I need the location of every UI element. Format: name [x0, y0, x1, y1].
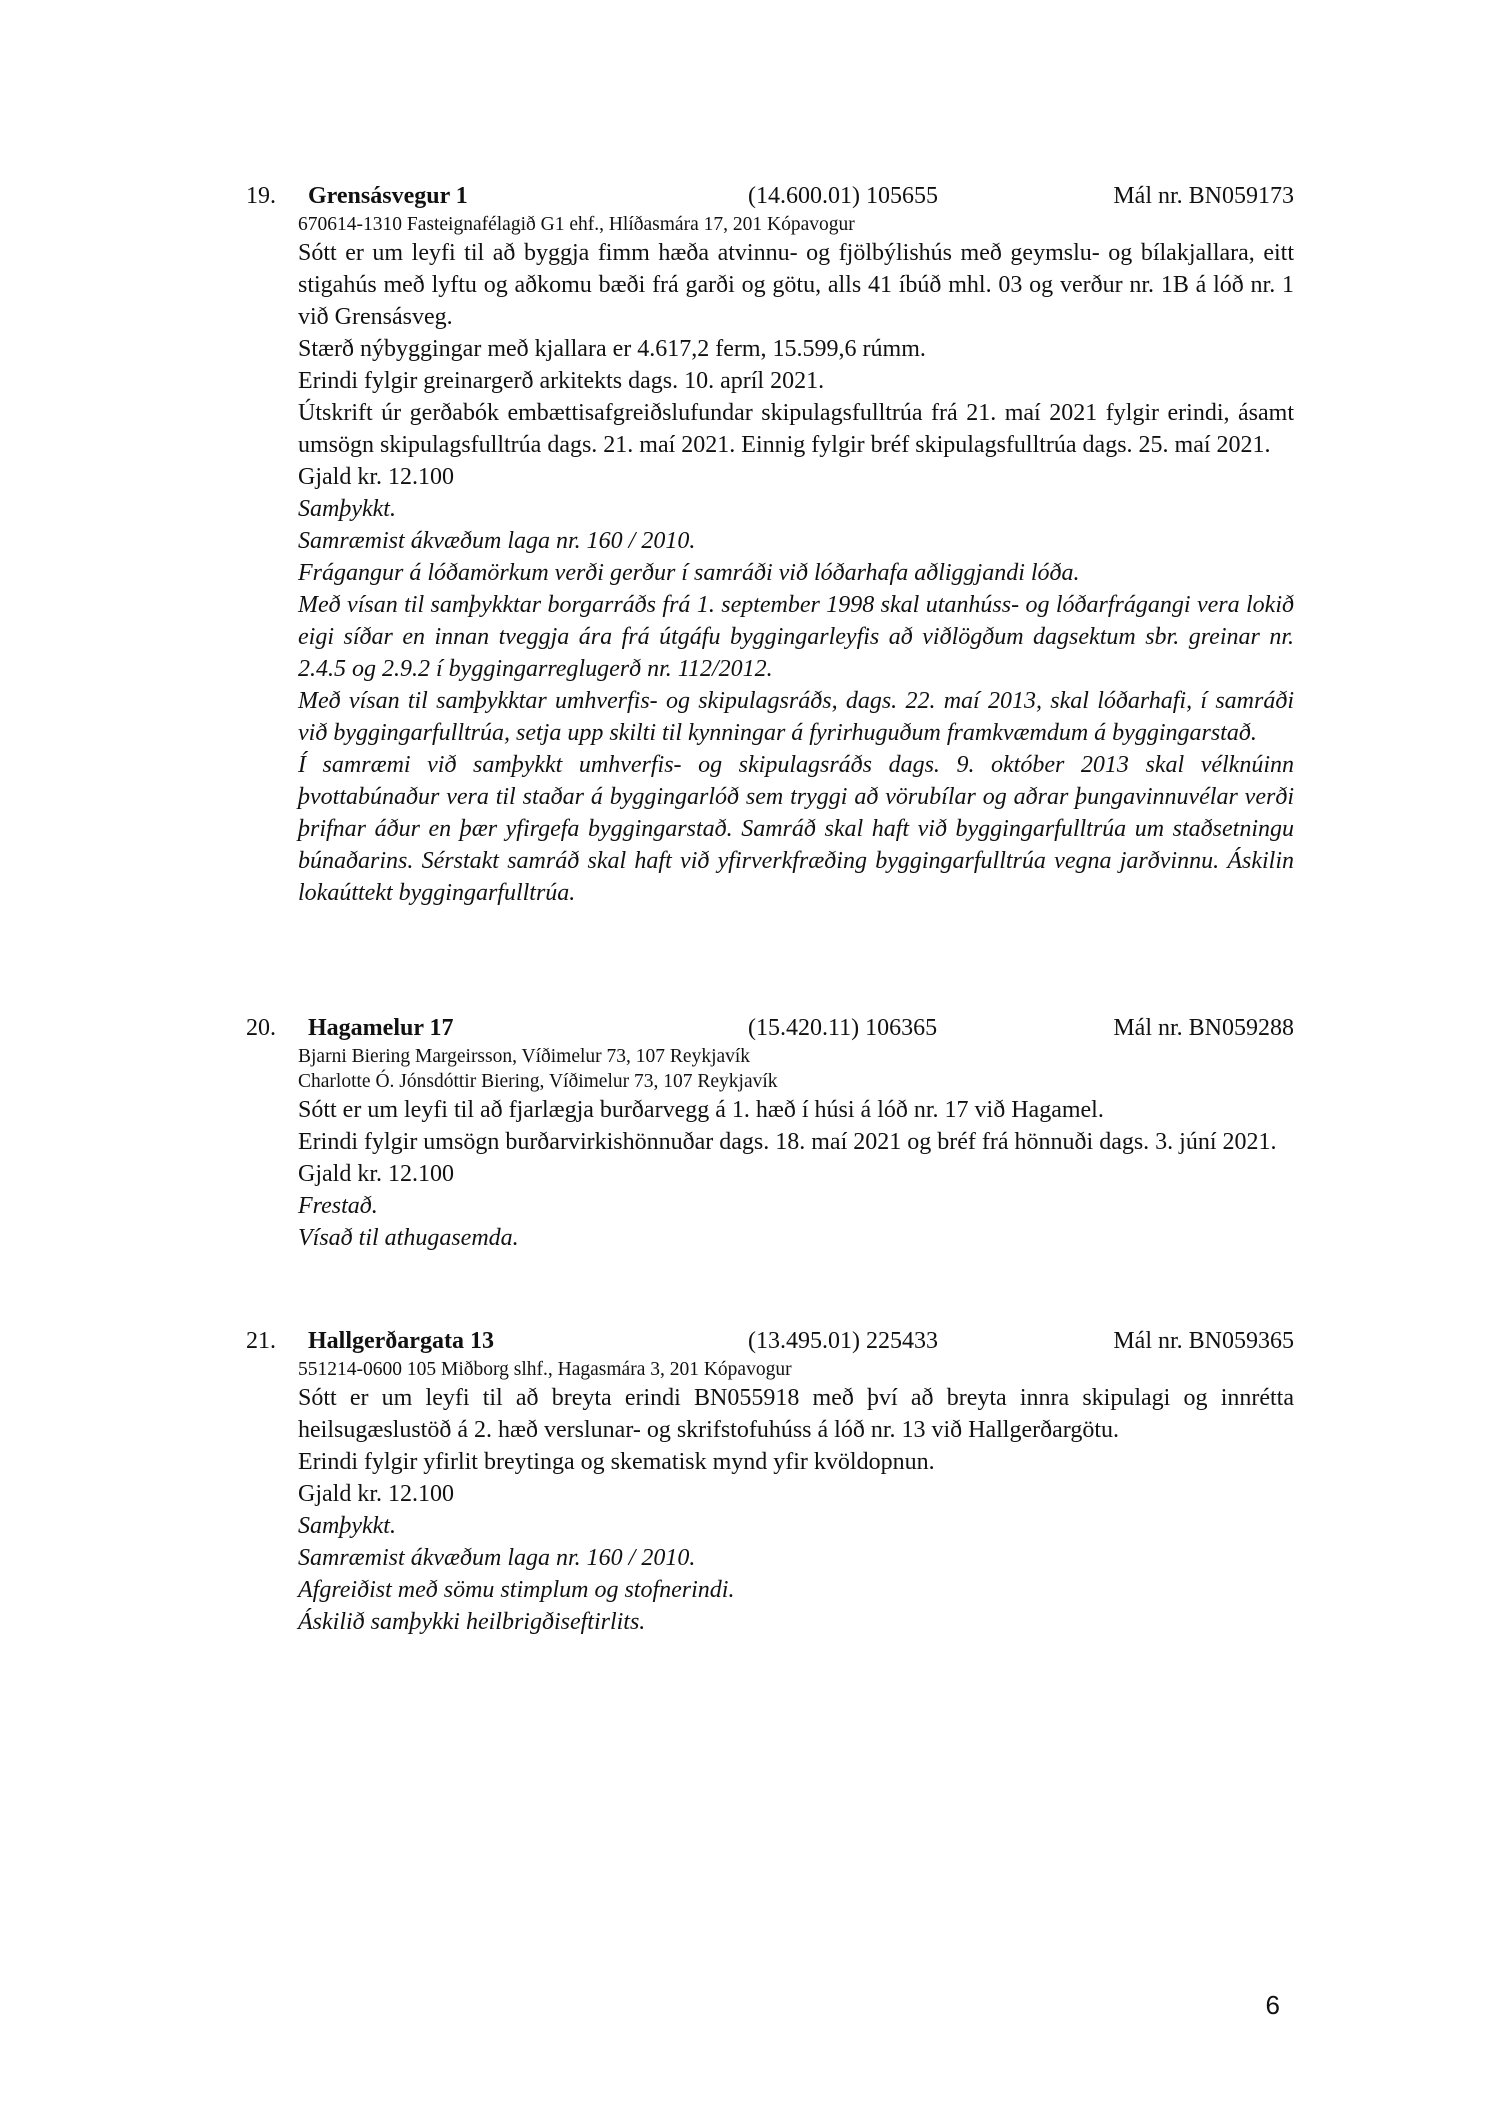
case-21 — [0, 1325, 1500, 1638]
case-body — [298, 212, 1294, 909]
description-paragraph: Sótt er um leyfi til að breyta erindi BN055918 með því að breyta innra skipulagi og innrétta heilsugæslustöð á 2. hæð verslunar- og skrifstofuhúss á lóð nr. 13 við Hallgerðargötu. — [298, 1385, 1294, 1443]
decision-line: Með vísan til samþykktar borgarráðs frá 1. september 1998 skal utanhúss- og lóðarfrágangi vera lokið eigi síðar en innan tveggja ára frá útgáfu byggingarleyfis að viðlögðum dagsektum sbr. greinar nr. 2.4.5 og 2.9.2 í byggingarreglugerð nr. 112/2012. — [298, 592, 1294, 682]
applicant-line: Bjarni Biering Margeirsson, Víðimelur 73, 107 Reykjavík — [298, 1046, 751, 1067]
description-paragraph: Sótt er um leyfi til að fjarlægja burðarvegg á 1. hæð í húsi á lóð nr. 17 við Hagamel. — [298, 1097, 1104, 1123]
case-number: 19. — [246, 183, 276, 209]
land-reference: (13.495.01) 225433 — [748, 1328, 938, 1354]
case-number: 21. — [246, 1328, 276, 1354]
case-20 — [0, 1012, 1500, 1254]
decision-line: Samræmist ákvæðum laga nr. 160 / 2010. — [298, 1545, 696, 1571]
case-header — [0, 1325, 1500, 1357]
decision-line: Frágangur á lóðamörkum verði gerður í samráði við lóðarhafa aðliggjandi lóða. — [298, 560, 1080, 586]
case-body — [298, 1357, 1294, 1638]
page-number: 6 — [1265, 1990, 1280, 2020]
decision-line: Með vísan til samþykktar umhverfis- og skipulagsráðs, dags. 22. maí 2013, skal lóðarhafi, í samráði við byggingarfulltrúa, setja upp skilti til kynningar á fyrirhuguðum framkvæmdum á byggingarstað. — [298, 688, 1294, 746]
decision-line: Samþykkt. — [298, 496, 396, 522]
fee-line: Gjald kr. 12.100 — [298, 1161, 454, 1187]
case-id: Mál nr. BN059365 — [1113, 1328, 1294, 1354]
fee-line: Gjald kr. 12.100 — [298, 1481, 454, 1507]
case-address: Grensásvegur 1 — [308, 183, 468, 209]
attachment-paragraph: Erindi fylgir umsögn burðarvirkishönnuðar dags. 18. maí 2021 og bréf frá hönnuði dags. 3. júní 2021. — [298, 1129, 1277, 1155]
case-address: Hallgerðargata 13 — [308, 1328, 494, 1354]
decision-line: Afgreiðist með sömu stimplum og stofnerindi. — [298, 1577, 735, 1603]
description-paragraph: Sótt er um leyfi til að byggja fimm hæða atvinnu- og fjölbýlishús með geymslu- og bílakjallara, eitt stigahús með lyftu og aðkomu bæði frá garði og götu, alls 41 íbúð mhl. 03 og verður nr. 1B á lóð nr. 1 við Grensásveg. — [298, 240, 1294, 330]
case-number: 20. — [246, 1015, 276, 1041]
decision-line: Samræmist ákvæðum laga nr. 160 / 2010. — [298, 528, 696, 554]
case-id: Mál nr. BN059288 — [1113, 1015, 1294, 1041]
decision-line: Frestað. — [298, 1193, 378, 1219]
decision-line: Vísað til athugasemda. — [298, 1225, 519, 1251]
applicant-line: 551214-0600 105 Miðborg slhf., Hagasmára 3, 201 Kópavogur — [298, 1359, 792, 1380]
case-header — [0, 1012, 1500, 1044]
applicant-line: Charlotte Ó. Jónsdóttir Biering, Víðimelur 73, 107 Reykjavík — [298, 1071, 778, 1092]
land-reference: (14.600.01) 105655 — [748, 183, 938, 209]
land-reference: (15.420.11) 106365 — [748, 1015, 938, 1041]
case-header — [0, 180, 1500, 212]
size-paragraph: Stærð nýbyggingar með kjallara er 4.617,2 ferm, 15.599,6 rúmm. — [298, 336, 926, 362]
case-id: Mál nr. BN059173 — [1113, 183, 1294, 209]
attachment-paragraph: Útskrift úr gerðabók embættisafgreiðslufundar skipulagsfulltrúa frá 21. maí 2021 fylgir erindi, ásamt umsögn skipulagsfulltrúa dags. 21. maí 2021. Einnig fylgir bréf skipulagsfulltrúa dags. 25. maí 2021. — [298, 400, 1294, 458]
fee-line: Gjald kr. 12.100 — [298, 464, 454, 490]
case-address: Hagamelur 17 — [308, 1015, 454, 1041]
decision-line: Samþykkt. — [298, 1513, 396, 1539]
case-body — [298, 1044, 1294, 1254]
decision-line: Áskilið samþykki heilbrigðiseftirlits. — [298, 1609, 646, 1635]
case-19 — [0, 180, 1500, 909]
decision-line: Í samræmi við samþykkt umhverfis- og skipulagsráðs dags. 9. október 2013 skal vélknúinn þvottabúnaður vera til staðar á byggingarlóð sem tryggi að vörubílar og aðrar þungavinnuvélar verði þrifnar áður en þær yfirgefa byggingarstað. Samráð skal haft við byggingarfulltrúa um staðsetningu búnaðarins. Sérstakt samráð skal haft við yfirverkfræðing byggingarfulltrúa vegna jarðvinnu. Áskilin lokaúttekt byggingarfulltrúa. — [298, 752, 1294, 906]
attachment-paragraph: Erindi fylgir greinargerð arkitekts dags. 10. apríl 2021. — [298, 368, 825, 394]
attachment-paragraph: Erindi fylgir yfirlit breytinga og skematisk mynd yfir kvöldopnun. — [298, 1449, 935, 1475]
applicant-line: 670614-1310 Fasteignafélagið G1 ehf., Hlíðasmára 17, 201 Kópavogur — [298, 214, 855, 235]
